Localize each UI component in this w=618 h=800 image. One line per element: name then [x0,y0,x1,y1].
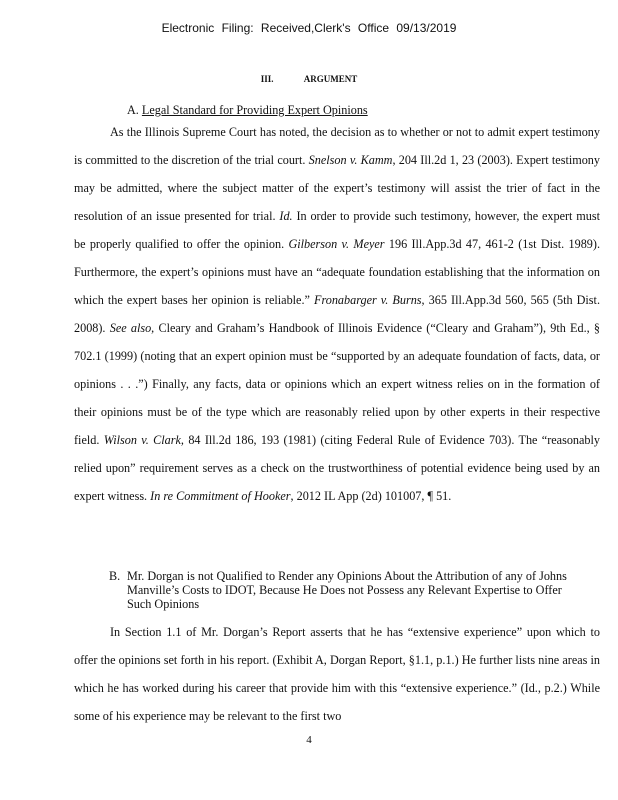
subheading-a-title: Legal Standard for Providing Expert Opinions [141,103,368,117]
case-citation: See also, [109,321,155,335]
case-citation: Gilberson v. Meyer [288,237,385,251]
section-title: ARGUMENT [303,74,358,84]
subheading-b-title: Mr. Dorgan is not Qualified to Render any Opinions About the Attribution of any of Johns Manville’s Costs to IDOT, Because He Does not Possess any Relevant Expertise to Offer Such Opinions [127,569,567,611]
text-run: Cleary and Graham’s Handbook of Illinois Evidence (“Cleary and Graham”), 9th Ed., § 702.1 (1999) (noting that an expert opinion must be “supported by an adequate foundation of facts, data, or opinions . . .”) Finally, any facts, data or opinions which an expert witness relies on in the formation of their opinions must be of the type which are reasonably relied upon by other experts in their respective field. [74,321,600,447]
case-citation: Fronabarger v. Burns [314,293,422,307]
text-run: 196 Ill.App.3d 47, 461-2 (1st Dist. 1989). Furthermore, the expert’s opinions must have an “adequate foundation establishing that the information on which the expert bases her opinion is reliable.” [74,237,600,307]
text-run: , 204 Ill.2d 1, 23 (2003). Expert testimony may be admitted, where the subject matter of the expert’s testimony will assist the trier of fact in the resolution of an issue presented for trial. [74,153,600,223]
text-run: As the Illinois Supreme Court has noted, the decision as to whether or not to admit expert testimony is committed to the discretion of the trial court. [74,125,600,167]
case-citation: Id. [279,209,293,223]
qualification-paragraph [74,618,600,730]
subheading-b-letter: B. [109,569,121,583]
subheading-b [109,569,569,611]
text-run: 84 Ill.2d 186, 193 (1981) (citing Federal Rule of Evidence 703). The “reasonably relied upon” requirement serves as a check on the trustworthiness of potential evidence being used by an expert witness. [74,433,600,503]
subheading-a-letter: A. [127,103,139,117]
legal-standard-paragraph [74,118,600,510]
case-citation: Wilson v. Clark, [103,433,184,447]
text-run: , 365 Ill.App.3d 560, 565 (5th Dist. 2008). [74,293,600,335]
case-citation: In re Commitment of Hooker [150,489,291,503]
case-citation: Snelson v. Kamm [308,153,393,167]
text-run: , 2012 IL App (2d) 101007, ¶ 51. [290,489,452,503]
section-number: III. [260,74,274,84]
filing-stamp-header: Electronic Filing: Received,Clerk's Office 09/13/2019 [161,21,457,35]
page-number: 4 [306,734,312,746]
text-run: In order to provide such testimony, however, the expert must be properly qualified to offer the opinion. [74,209,600,251]
qualification-text: In Section 1.1 of Mr. Dorgan’s Report asserts that he has “extensive experience” upon which to offer the opinions set forth in his report. (Exhibit A, Dorgan Report, §1.1, p.1.) He further lists nine areas in which he has worked during his career that provide him with this “extensive experience.” (Id., p.2.) While some of his experience may be relevant to the first two [74,625,600,723]
section-heading [0,74,618,84]
